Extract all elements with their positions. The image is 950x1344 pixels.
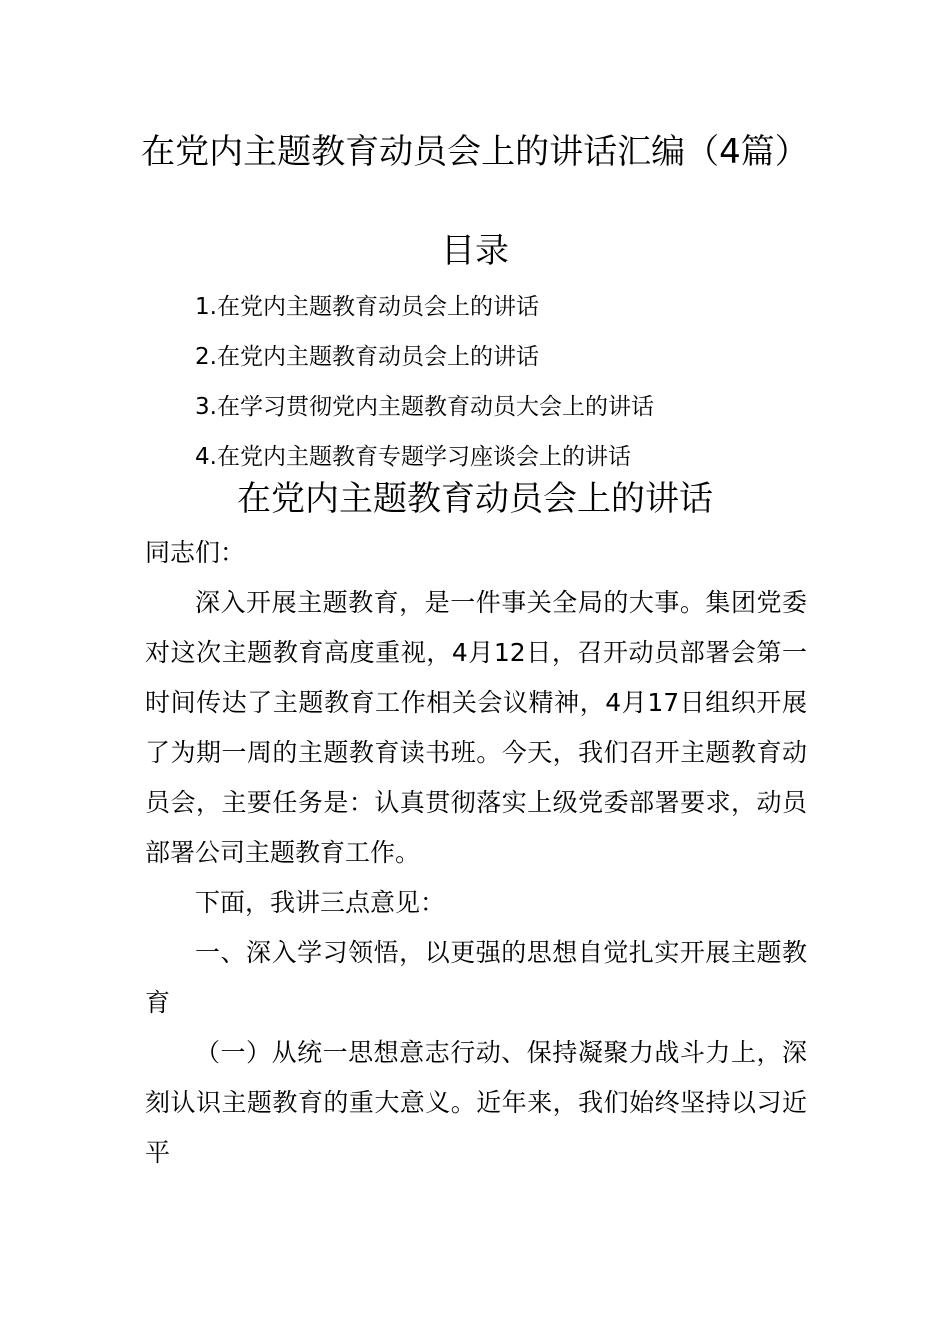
section-heading: 一、深入学习领悟，以更强的思想自觉扎实开展主题教育 (145, 938, 807, 1017)
speech-body (145, 528, 807, 1178)
toc-item: 2.在党内主题教育动员会上的讲话 (195, 344, 539, 370)
toc-item: 3.在学习贯彻党内主题教育动员大会上的讲话 (195, 394, 654, 420)
table-of-contents (195, 282, 815, 482)
toc-item: 1.在党内主题教育动员会上的讲话 (195, 294, 539, 320)
body-paragraph: 下面，我讲三点意见： (195, 888, 446, 917)
salutation: 同志们： (145, 538, 246, 567)
document-main-title: 在党内主题教育动员会上的讲话汇编（4篇） (141, 132, 809, 172)
toc-item: 4.在党内主题教育专题学习座谈会上的讲话 (195, 444, 631, 470)
body-paragraph: 深入开展主题教育，是一件事关全局的大事。集团党委对这次主题教育高度重视，4月12日，召开动员部署会第一时间传达了主题教育工作相关会议精神，4月17日组织开展了为期一周的主题教育读书班。今天，我们召开主题教育动员会，主要任务是：认真贯彻落实上级党委部署要求，动员部署公司主题教育工作。 (145, 588, 807, 867)
body-paragraph: （一）从统一思想意志行动、保持凝聚力战斗力上，深刻认识主题教育的重大意义。近年来，我们始终坚持以习近平 (145, 1038, 807, 1167)
toc-heading: 目录 (441, 231, 509, 271)
speech-title: 在党内主题教育动员会上的讲话 (237, 479, 713, 519)
